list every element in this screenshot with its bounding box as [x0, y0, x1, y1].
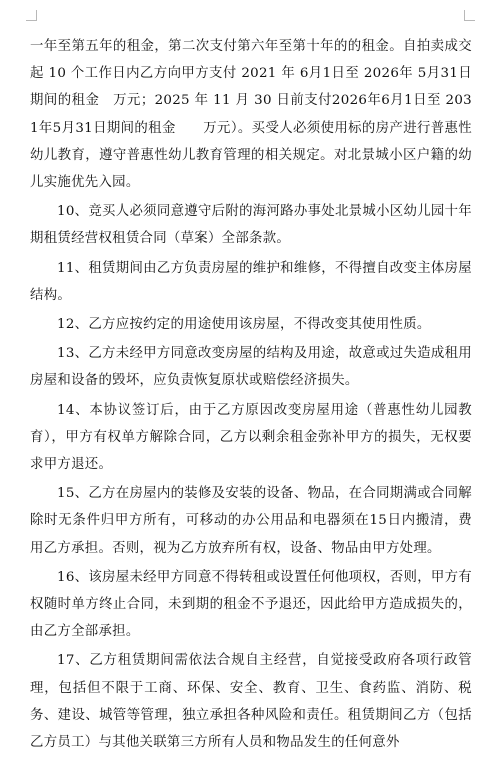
page-corner-mark-right: [464, 10, 475, 21]
page-corner-mark-left: [26, 10, 37, 21]
paragraph-clause-15: 15、乙方在房屋内的装修及安装的设备、物品，在合同期满或合同解除时无条件归甲方所有，可移动的办公用品和电器须在15日内搬清，费用乙方承担。否则，视为乙方放弃所有权，设备、物品由甲方处理。: [30, 486, 472, 556]
paragraph-clause-14: 14、本协议签订后，由于乙方原因改变房屋用途（普惠性幼儿园教育），甲方有权单方解除合同，乙方以剩余租金弥补甲方的损失，无权要求甲方退还。: [30, 402, 472, 473]
paragraph-clause-11: 11、租赁期间由乙方负责房屋的维护和维修，不得擅自改变主体房屋结构。: [30, 260, 472, 303]
paragraph-clause-17: 17、乙方租赁期间需依法合规自主经营，自觉接受政府各项行政管理，包括但不限于工商、环保、安全、教育、卫生、食药监、消防、税务、建设、城管等管理，独立承担各种风险和责任。租赁期间乙方（包括乙方员工）与其他关联第三方所有人员和物品发生的任何意外: [30, 653, 472, 751]
document-body: [30, 33, 472, 758]
paragraph-clause-16: 16、该房屋未经甲方同意不得转租或设置任何他项权，否则，甲方有权随时单方终止合同，未到期的租金不予退还，因此给甲方造成损失的，由乙方全部承担。: [30, 569, 472, 640]
paragraph-rent-payment: 一年至第五年的租金，第二次支付第六年至第十年的的租金。自拍卖成交起 10 个工作日内乙方向甲方支付 2021 年 6月1日至 2026年 5月31日期间的租金 万元；2025 年 11 月 30 日前支付2026年6月1日至 2031年5月31日期间的租金 万元）。买受人必须使用标的房产进行普惠性幼儿教育，遵守普惠性幼儿教育管理的相关规定。对北景城小区户籍的幼儿实施优先入园。: [30, 39, 472, 191]
paragraph-clause-13: 13、乙方未经甲方同意改变房屋的结构及用途，故意或过失造成租用房屋和设备的毁坏，应负责恢复原状或赔偿经济损失。: [30, 346, 472, 389]
paragraph-clause-12: 12、乙方应按约定的用途使用该房屋，不得改变其使用性质。: [57, 317, 431, 333]
paragraph-clause-10: 10、竞买人必须同意遵守后附的海河路办事处北景城小区幼儿园十年期租赁经营权租赁合同（草案）全部条款。: [30, 204, 472, 247]
